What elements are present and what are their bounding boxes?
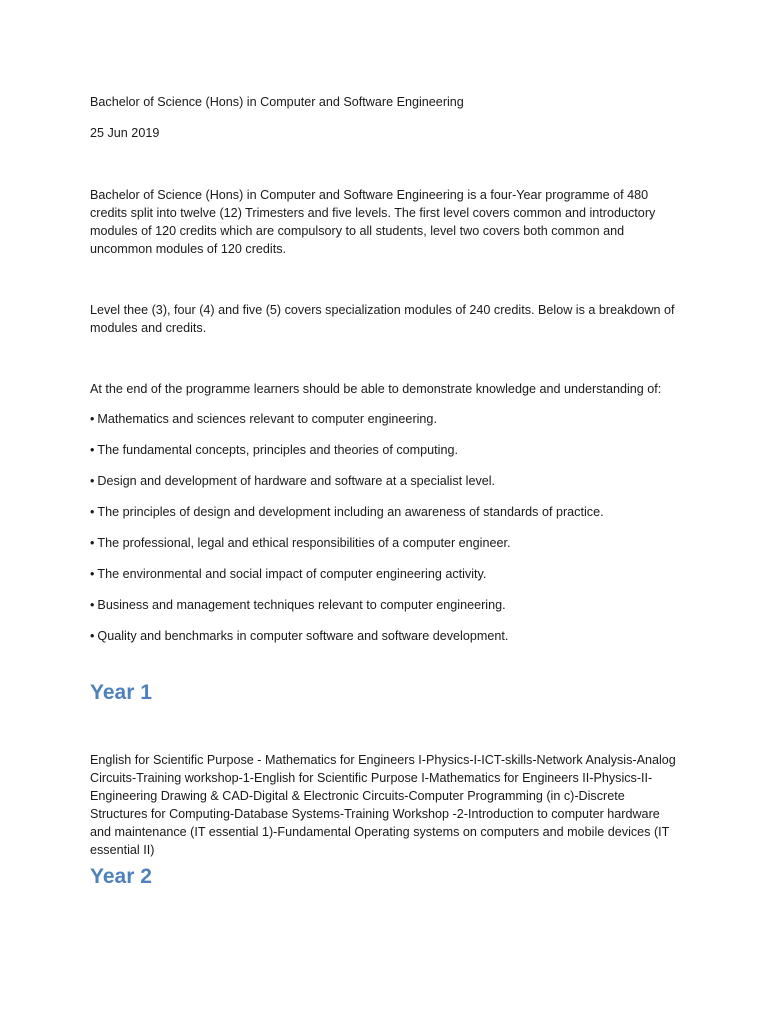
bullet-icon: • — [90, 598, 95, 612]
year1-heading: Year 1 — [90, 681, 152, 704]
document-page — [90, 0, 690, 1024]
document-title: Bachelor of Science (Hons) in Computer and Software Engineering — [90, 95, 464, 109]
document-date: 25 Jun 2019 — [90, 126, 160, 140]
outcome-item — [90, 534, 510, 552]
outcome-item — [90, 472, 495, 490]
outcome-text: The principles of design and development including an awareness of standards of practice. — [97, 505, 604, 519]
bullet-icon: • — [90, 567, 95, 581]
levels-paragraph: Level thee (3), four (4) and five (5) covers specialization modules of 240 credits. Below is a breakdown of modules and credits. — [90, 303, 675, 335]
outcome-text: Design and development of hardware and software at a specialist level. — [97, 474, 496, 488]
outcome-item — [90, 410, 437, 428]
bullet-icon: • — [90, 505, 95, 519]
outcomes-intro: At the end of the programme learners should be able to demonstrate knowledge and understanding of: — [90, 382, 662, 396]
outcome-item — [90, 565, 486, 583]
outcome-text: Quality and benchmarks in computer software and software development. — [97, 629, 509, 643]
bullet-icon: • — [90, 536, 95, 550]
intro-paragraph: Bachelor of Science (Hons) in Computer and Software Engineering is a four-Year programme of 480 credits split into twelve (12) Trimesters and five levels. The first level covers common and introductory modules of 120 credits which are compulsory to all students, level two covers both common and uncommon modules of 120 credits. — [90, 188, 656, 256]
outcome-text: Mathematics and sciences relevant to computer engineering. — [97, 412, 437, 426]
outcome-item — [90, 441, 458, 459]
bullet-icon: • — [90, 629, 95, 643]
outcome-text: Business and management techniques relevant to computer engineering. — [97, 598, 506, 612]
outcome-item — [90, 596, 506, 614]
outcome-text: The environmental and social impact of computer engineering activity. — [97, 567, 487, 581]
outcome-text: The fundamental concepts, principles and theories of computing. — [97, 443, 458, 457]
outcome-item — [90, 503, 604, 521]
bullet-icon: • — [90, 443, 95, 457]
bullet-icon: • — [90, 474, 95, 488]
bullet-icon: • — [90, 412, 95, 426]
year2-heading: Year 2 — [90, 865, 152, 888]
year1-modules: English for Scientific Purpose - Mathematics for Engineers I-Physics-I-ICT-skills-Network Analysis-Analog Circuits-Training workshop-1-English for Scientific Purpose I-Mathematics for Engineers II-Physics-II-Engineering Drawing & CAD-Digital & Electronic Circuits-Computer Programming (in c)-Discrete Structures for Computing-Database Systems-Training Workshop -2-Introduction to computer hardware and maintenance (IT essential 1)-Fundamental Operating systems on computers and mobile devices (IT essential II) — [90, 753, 676, 857]
outcome-item — [90, 627, 508, 645]
outcome-text: The professional, legal and ethical responsibilities of a computer engineer. — [97, 536, 511, 550]
